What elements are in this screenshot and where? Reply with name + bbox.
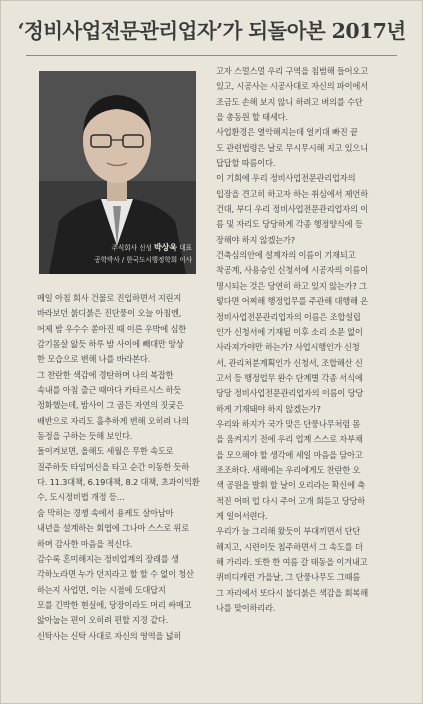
article-line: 입장을 견고히 하고자 하는 취심에서 제언하 [216,188,368,199]
article-line: 서, 관리처분계획인가 신청서, 조합해산 신 [216,357,363,368]
article-line: 어제 밤 우수수 쏟아진 때 이른 우박에 심한 [37,323,187,334]
photo-caption [39,242,192,266]
article-line: 색 공원을 발휘 할 날이 오리라는 확신에 축 [216,480,366,491]
headline: ‘정비사업전문관리업자’가 되돌아본 2017년 [17,19,406,43]
caption-company: 주식회사 신성 [111,244,152,252]
caption-affiliation: 공학박사 / 한국도시행정학회 이사 [94,256,192,264]
article-line: 한 모습으로 변해 나를 바라본다. [37,354,151,365]
article-line: 건축심의안에 설계자의 이름이 기재되고 [216,250,356,261]
article-line: 을 모으해야 할 생각에 세일 마음을 담아고 [216,449,363,460]
article-line: 감기몸살 앓듯 하루 밤 사이에 빼대만 앙상 [37,339,184,350]
article-line: 름 및 자리도 당당하게 각종 행정양식에 등 [216,219,363,230]
article-line: 모를 긴박한 현실에, 당장이라도 머리 싸매고 [37,599,192,610]
article-line: 나를 맞이하리라. [216,603,276,614]
article-line: 우리와 하지가 국가 맞은 단풍나무처럼 몸 [216,418,361,429]
left-column-text [37,291,209,644]
article-line: 건대, 부디 우리 정비사업전문관리업자의 이 [216,204,368,215]
article-line: 장해야 하지 않겠는가? [216,234,295,245]
article-line: 동정을 구하는 듯해 보인다. [37,431,133,442]
article-line: 신탁사는 신탁 사대로 자신의 영역을 넓히 [37,630,182,641]
article-line: 속내를 아침 출근 때마다 카타르시스 하듯 [37,385,182,396]
article-line: 매일 아침 회사 건물로 진입하면서 지린지 [37,293,182,303]
article-line: 해 가리라. 또한 한 여름 갈 태동을 이겨내고 [216,557,368,567]
article-line: 적진 어떠 업 다시 주어 고개 희듣고 당당하 [216,495,366,506]
right-column-text [216,64,396,616]
article-line: 정화했는데, 밤사이 그 곱든 자연의 짓궂은 [37,400,184,411]
article-line: 해지고, 시련이듯 침주하면서 그 속도를 더 [216,541,363,552]
article-line: 감수록 혼미해지는 정비업계의 장래를 생 [37,553,179,564]
article-line: 사라져가야만 하는가? 사업시행인가 신청 [216,342,360,353]
article-line: 하며 감사한 마음을 적신다. [37,538,133,549]
article-line: 그 자리에서 또다시 불디붉은 색감을 회복해 [216,587,368,598]
article-line: 정비사업전문관리업자의 이름은 조합설립 [216,311,361,322]
article-line: 명시되는 것은 당연히 하고 있지 않는가? 그 [216,280,367,291]
article-line: 도 관련법령은 날로 무시무시해 지고 있으니 [216,142,368,153]
article-line: 수, 도시정비법 개정 등… [37,492,125,503]
article-line: 게 일어서련다. [216,510,268,521]
article-line: 각하노라면 누가 던지라고 할 할 수 없이 청산 [37,569,194,580]
article-line: 있고, 시공사는 시공사대로 자신의 파이에서 [216,81,368,92]
article-line: 배반으로 자리도 흘추하게 변해 오히려 나의 [37,415,189,426]
article-line: 돌이켜보면, 올해도 세월은 무한 속도로 [37,446,174,457]
article-line: 인가 신청서에 기재될 이후 소리 소문 없이 [216,326,363,337]
caption-title: 대표 [179,244,192,252]
article-line: 고자 스멀스멀 우리 구역을 침범해 들어오고 [216,66,368,76]
article-line: 착공계, 사용승인 신청서에 시공자의 이름이 [216,265,368,276]
article-line: 하는지 사업면, 이는 시점에 도대답지 [37,584,166,595]
headline-rule [26,55,397,56]
article-line: 질주하듯 타임머신을 타고 순간 이동한 듯하 [37,461,189,472]
article-line: 퀴비디캐런 가을날, 그 단풍나무도 그때름 [216,572,361,583]
article-line: 다. 11.3대책, 6.19대책, 8.2 대책, 초과이익환 [37,477,200,488]
article-line: 고서 등 행정업무 완수 단계별 각종 서식에 [216,372,363,383]
article-line: 앓아눕는 편이 오히려 편할 지경 같다. [37,615,169,626]
article-line: 을 움켜지기 전에 우리 업계 스스로 자부채 [216,434,363,445]
author-photo [39,71,196,274]
article-line: 사업환경은 열악해지는데 얼키대 빠진 끝 [216,127,358,138]
article-line: 숨 막히는 경쟁 속에서 용케도 살아남아 [37,507,174,518]
article-line: 그 찬란한 색감에 경탄하며 나의 복잡한 [37,369,174,380]
article-line: 을 총동원 할 태세다. [216,112,288,123]
article-line: 당당 정비사업전문관리업자의 이름이 당당 [216,388,364,399]
caption-name: 박상욱 [153,243,178,252]
article-line: 조금도 손해 보지 않니 하려고 벼의를 수단 [216,96,363,107]
article-line: 내년을 설계하는 회엽에 그나마 스스로 위로 [37,523,189,534]
article-line: 렇다면 어찌해 행정업무를 주관해 대행해 온 [216,296,368,307]
article-line: 이 기회에 우리 정비사업전문관리업자의 [216,173,356,184]
article-line: 답답할 따름이다. [216,158,276,169]
article-line: 조조하다. 새해에는 우리에게도 찬란한 오 [216,464,361,475]
article-line: 하게 기재돼야 하지 않겠는가? [216,403,321,414]
article-line: 바라보던 붉디붉은 진단풍이 오늘 아침엔, [37,308,182,319]
article-line: 우리가 늘 그리해 왔듯이 부대끼면서 단단 [216,526,361,537]
